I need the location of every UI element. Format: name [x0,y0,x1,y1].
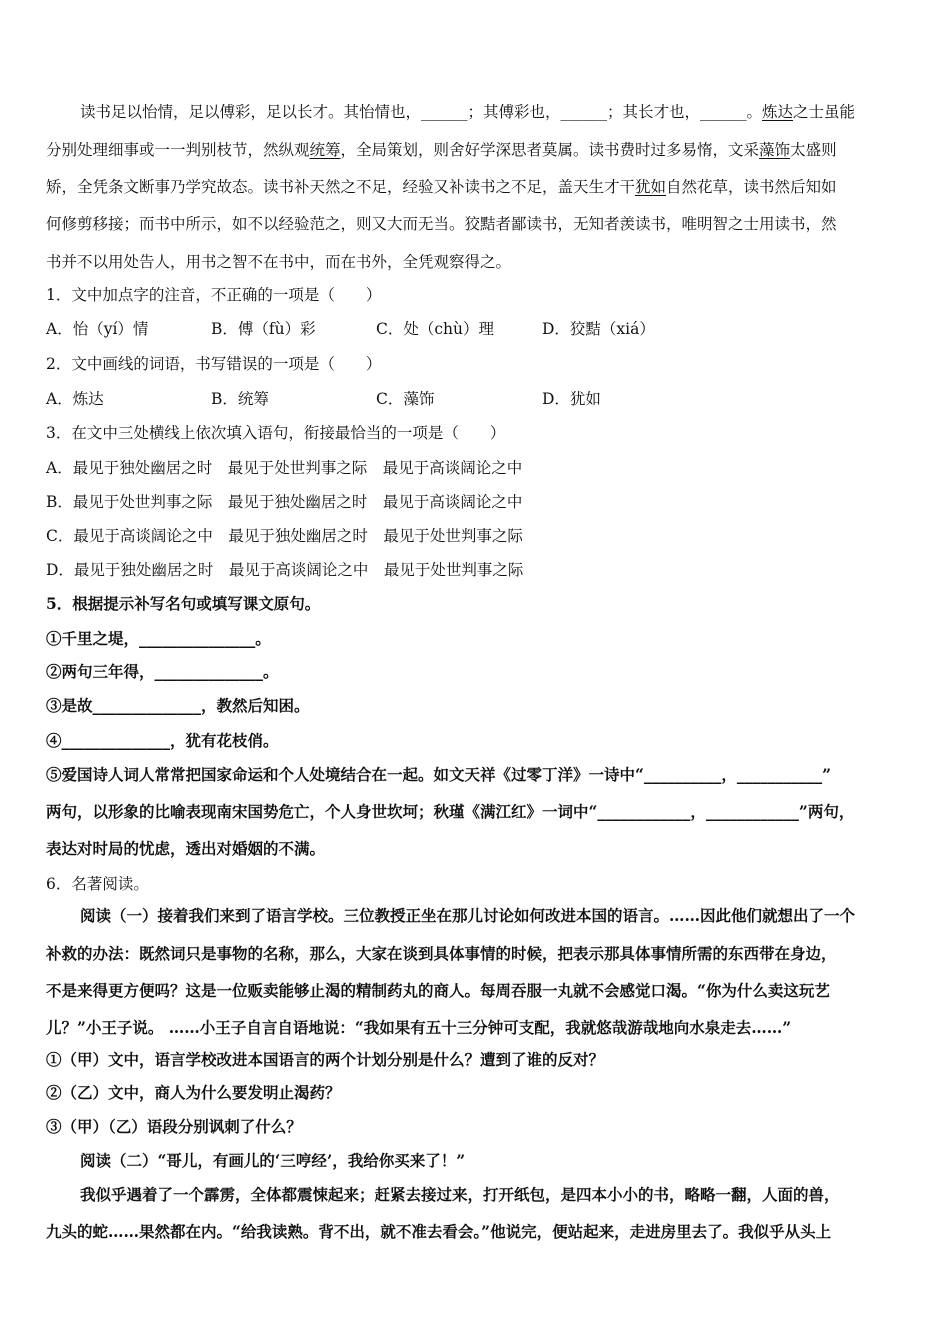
passage-line-2: 分别处理细事或一一判别枝节，然纵观统筹，全局策划，则舍好学深思者莫属。读书费时过多易惰，文采藻饰太盛则 [46,141,837,159]
q6-sub-question-3: ③（甲）（乙）语段分别讽刺了什么？ [46,1117,302,1136]
reading-2-line-1: 我似乎遇着了一个霹雳，全体都震悚起来；赶紧去接过来，打开纸包，是四本小小的书，略略一翻，人面的兽， [80,1185,840,1204]
q5-item-5-line-1: ⑤爱国诗人词人常常把国家命运和个人处境结合在一起。如文天祥《过零丁洋》一诗中“__________，___________” [46,765,832,784]
passage-line-4: 何修剪移接；而书中所示，如不以经验范之，则又大而无当。狡黠者鄙读书，无知者羡读书，唯明智之士用读书，然 [46,215,837,233]
reading-1-line-2: 补救的办法：既然词只是事物的名称，那么，大家在谈到具体事情的时候，把表示那具体事情所需的东西带在身边， [46,944,837,963]
q1-option-b[interactable]: B．傅（fù）彩 [211,320,316,338]
q1-option-c[interactable]: C．处（chù）理 [376,320,495,338]
q3-option-a[interactable]: A．最见于独处幽居之时 最见于处世判事之际 最见于高谈阔论之中 [46,459,523,477]
q1-option-a[interactable]: A．怡（yí）情 [46,320,149,338]
q3-option-c[interactable]: C．最见于高谈阔论之中 最见于独处幽居之时 最见于处世判事之际 [46,527,523,545]
question-1-stem: 1．文中加点字的注音，不正确的一项是（ ） [46,286,382,304]
q3-option-d[interactable]: D．最见于独处幽居之时 最见于高谈阔论之中 最见于处世判事之际 [46,561,524,579]
q6-sub-question-1: ①（甲）文中，语言学校改进本国语言的两个计划分别是什么？遭到了谁的反对？ [46,1050,605,1069]
q2-option-c[interactable]: C．藻饰 [376,390,435,408]
q2-option-d[interactable]: D．犹如 [542,390,601,408]
q2-option-b[interactable]: B．统筹 [211,390,269,408]
question-2-stem: 2．文中画线的词语，书写错误的一项是（ ） [46,355,382,373]
reading-1-line-3: 不是来得更方便吗？这是一位贩卖能够止渴的精制药丸的商人。每周吞服一丸就不会感觉口渴。“你为什么卖这玩艺 [46,981,830,1000]
underlined-word-zaoshi: 藻饰 [759,141,791,159]
passage-line-3: 矫，全凭条文断事乃学究故态。读书补天然之不足，经验又补读书之不足，盖天生才干犹如自然花草，读书然后知如 [46,178,837,196]
q5-item-2: ②两句三年得，______________。 [46,662,279,681]
question-1-options [46,318,910,340]
question-6-stem: 6．名著阅读。 [46,875,149,893]
reading-1-line-1: 阅读（一）接着我们来到了语言学校。三位教授正坐在那儿讨论如何改进本国的语言。……因此他们就想出了一个 [80,906,856,925]
reading-1-line-4: 儿？”小王子说。 ……小王子自言自语地说：“我如果有五十三分钟可支配，我就悠哉游哉地向水泉走去……” [46,1018,792,1037]
q5-item-5-line-3: 表达对时局的忧虑，透出对婚姻的不满。 [46,839,326,858]
q1-option-d[interactable]: D．狡黠（xiá） [542,320,655,338]
q2-option-a[interactable]: A．炼达 [46,390,104,408]
q5-item-3: ③是故______________，教然后知困。 [46,696,310,715]
underlined-word-liandа: 炼达 [762,103,794,121]
question-3-stem: 3．在文中三处横线上依次填入语句，衔接最恰当的一项是（ ） [46,424,506,442]
passage-line-5: 书并不以用处告人，用书之智不在书中，而在书外，全凭观察得之。 [46,253,512,271]
underlined-word-youru: 犹如 [635,178,667,196]
question-2-options [46,388,910,410]
reading-2-title: 阅读（二）“哥儿，有画儿的‘三哼经’，我给你买来了！” [80,1151,466,1170]
reading-2-line-2: 九头的蛇……果然都在内。“给我读熟。背不出，就不准去看会。”他说完，便站起来，走进房里去了。我似乎从头上 [46,1222,832,1241]
q5-item-5-line-2: 两句，以形象的比喻表现南宋国势危亡，个人身世坎坷；秋瑾《满江红》一词中“____________，____________”两句， [46,802,855,821]
q5-item-4: ④______________，犹有花枝俏。 [46,731,279,750]
underlined-word-tongchou: 统筹 [309,141,341,159]
passage-line-1: 读书足以怡情，足以傅彩，足以长才。其怡情也，______；其傅彩也，______；其长才也，______。炼达之士虽能 [80,103,856,121]
q6-sub-question-2: ②（乙）文中，商人为什么要发明止渴药？ [46,1083,341,1102]
q5-item-1: ①千里之堤，_______________。 [46,629,271,648]
question-5-stem: 5．根据提示补写名句或填写课文原句。 [46,594,321,613]
q3-option-b[interactable]: B．最见于处世判事之际 最见于独处幽居之时 最见于高谈阔论之中 [46,493,523,511]
